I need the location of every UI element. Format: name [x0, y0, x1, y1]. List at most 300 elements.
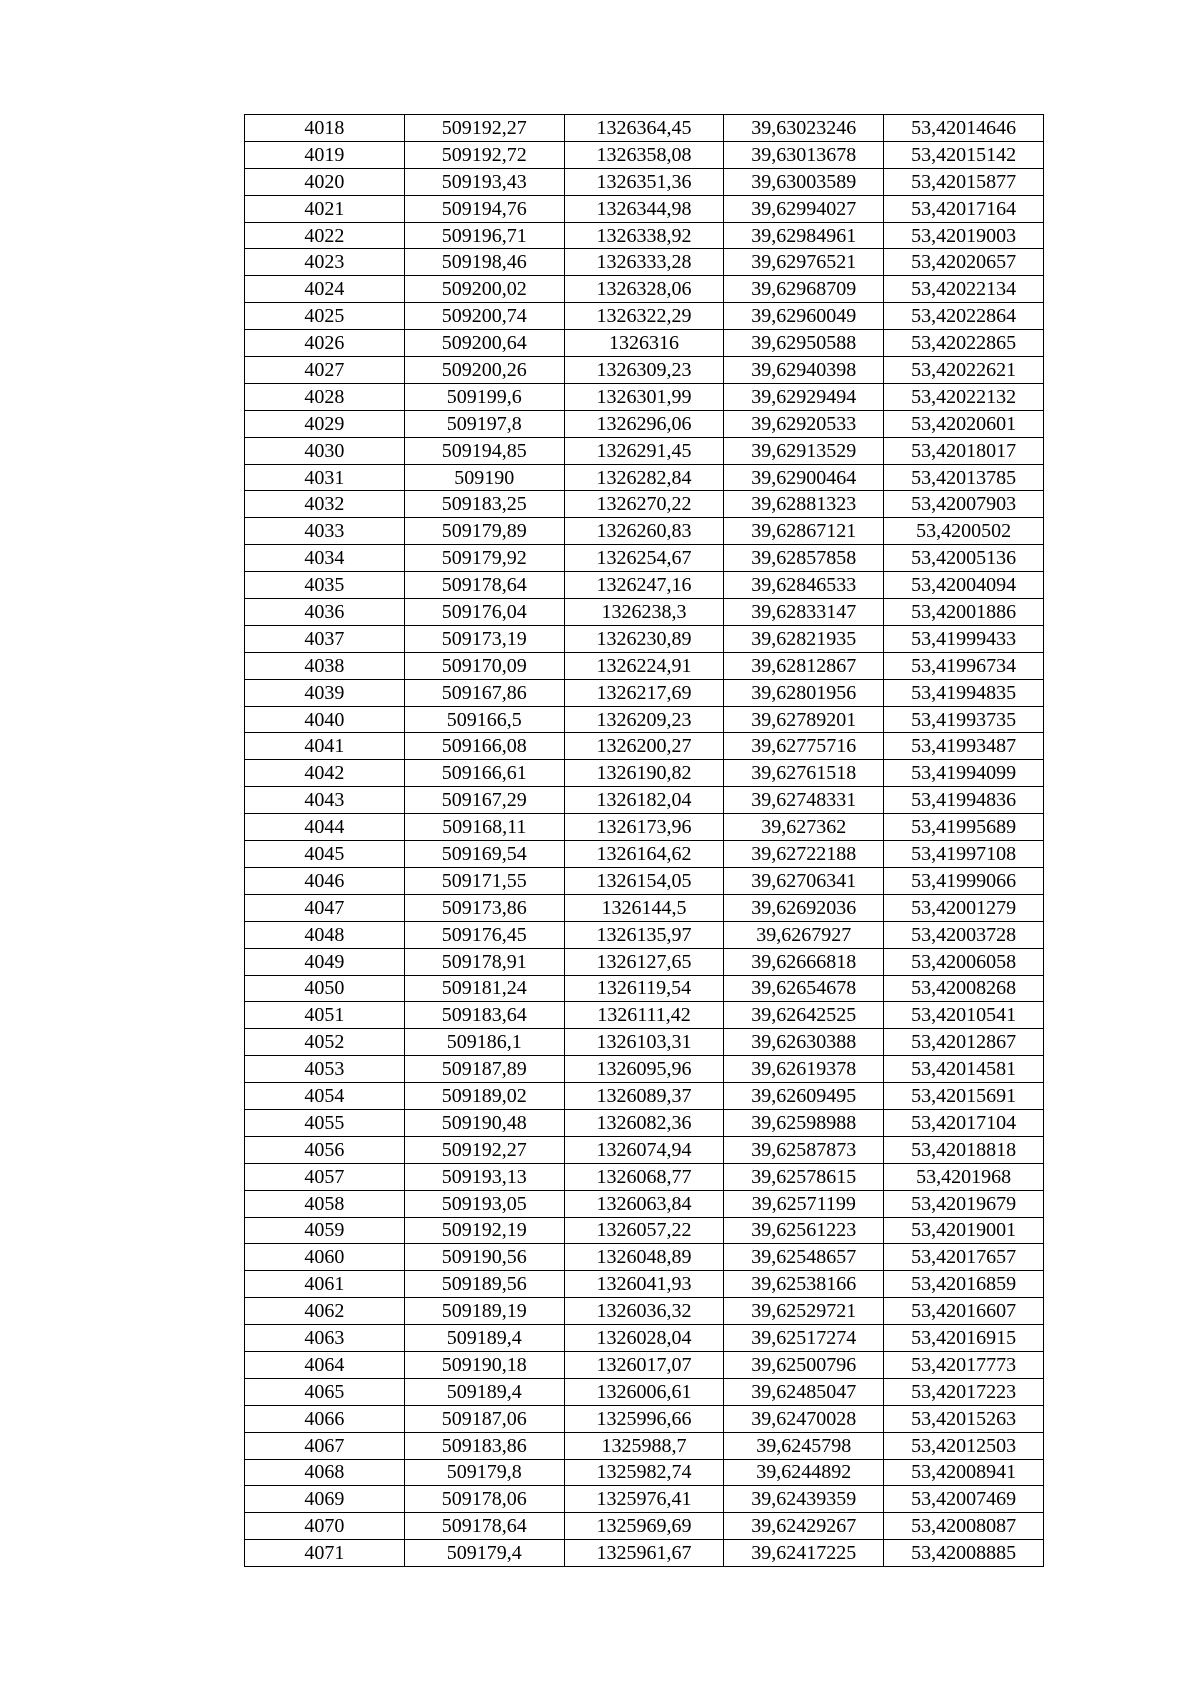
table-row	[245, 1432, 1044, 1459]
longitude-cell: 39,63013678	[724, 141, 884, 168]
longitude-cell: 39,62642525	[724, 1002, 884, 1029]
x-coordinate-cell: 509179,92	[404, 545, 564, 572]
x-coordinate-cell: 509186,1	[404, 1029, 564, 1056]
point-number-cell: 4061	[245, 1271, 405, 1298]
y-coordinate-cell: 1326209,23	[564, 706, 724, 733]
table-row	[245, 599, 1044, 626]
latitude-cell: 53,42004094	[884, 572, 1044, 599]
y-coordinate-cell: 1326296,06	[564, 410, 724, 437]
table-row	[245, 410, 1044, 437]
y-coordinate-cell: 1326260,83	[564, 518, 724, 545]
point-number-cell: 4063	[245, 1325, 405, 1352]
x-coordinate-cell: 509179,8	[404, 1459, 564, 1486]
x-coordinate-cell: 509176,45	[404, 921, 564, 948]
x-coordinate-cell: 509166,61	[404, 760, 564, 787]
x-coordinate-cell: 509187,89	[404, 1056, 564, 1083]
y-coordinate-cell: 1326127,65	[564, 948, 724, 975]
x-coordinate-cell: 509194,76	[404, 195, 564, 222]
table-row	[245, 383, 1044, 410]
table-row	[245, 491, 1044, 518]
point-number-cell: 4046	[245, 867, 405, 894]
longitude-cell: 39,62976521	[724, 249, 884, 276]
point-number-cell: 4018	[245, 115, 405, 142]
x-coordinate-cell: 509166,08	[404, 733, 564, 760]
longitude-cell: 39,62950588	[724, 330, 884, 357]
table-row	[245, 1513, 1044, 1540]
longitude-cell: 39,62857858	[724, 545, 884, 572]
latitude-cell: 53,41995689	[884, 814, 1044, 841]
longitude-cell: 39,62417225	[724, 1540, 884, 1567]
latitude-cell: 53,41994836	[884, 787, 1044, 814]
x-coordinate-cell: 509197,8	[404, 410, 564, 437]
longitude-cell: 39,62968709	[724, 276, 884, 303]
point-number-cell: 4064	[245, 1351, 405, 1378]
x-coordinate-cell: 509167,29	[404, 787, 564, 814]
latitude-cell: 53,41997108	[884, 841, 1044, 868]
point-number-cell: 4058	[245, 1190, 405, 1217]
latitude-cell: 53,42017773	[884, 1351, 1044, 1378]
table-row	[245, 787, 1044, 814]
longitude-cell: 39,62867121	[724, 518, 884, 545]
latitude-cell: 53,42017164	[884, 195, 1044, 222]
latitude-cell: 53,42017223	[884, 1378, 1044, 1405]
longitude-cell: 39,62654678	[724, 975, 884, 1002]
x-coordinate-cell: 509193,43	[404, 168, 564, 195]
y-coordinate-cell: 1326224,91	[564, 652, 724, 679]
point-number-cell: 4045	[245, 841, 405, 868]
y-coordinate-cell: 1326036,32	[564, 1298, 724, 1325]
y-coordinate-cell: 1326041,93	[564, 1271, 724, 1298]
table-row	[245, 679, 1044, 706]
latitude-cell: 53,42001279	[884, 894, 1044, 921]
y-coordinate-cell: 1326291,45	[564, 437, 724, 464]
y-coordinate-cell: 1325969,69	[564, 1513, 724, 1540]
longitude-cell: 39,62994027	[724, 195, 884, 222]
table-row	[245, 545, 1044, 572]
y-coordinate-cell: 1326082,36	[564, 1109, 724, 1136]
latitude-cell: 53,42007469	[884, 1486, 1044, 1513]
y-coordinate-cell: 1326111,42	[564, 1002, 724, 1029]
y-coordinate-cell: 1326119,54	[564, 975, 724, 1002]
table-row	[245, 1109, 1044, 1136]
point-number-cell: 4048	[245, 921, 405, 948]
point-number-cell: 4049	[245, 948, 405, 975]
longitude-cell: 39,62881323	[724, 491, 884, 518]
y-coordinate-cell: 1326322,29	[564, 303, 724, 330]
point-number-cell: 4055	[245, 1109, 405, 1136]
point-number-cell: 4034	[245, 545, 405, 572]
table-row	[245, 1351, 1044, 1378]
latitude-cell: 53,42017657	[884, 1244, 1044, 1271]
point-number-cell: 4043	[245, 787, 405, 814]
latitude-cell: 53,42018017	[884, 437, 1044, 464]
point-number-cell: 4059	[245, 1217, 405, 1244]
table-row	[245, 867, 1044, 894]
latitude-cell: 53,41999433	[884, 625, 1044, 652]
longitude-cell: 39,62920533	[724, 410, 884, 437]
y-coordinate-cell: 1326333,28	[564, 249, 724, 276]
longitude-cell: 39,62984961	[724, 222, 884, 249]
table-row	[245, 1325, 1044, 1352]
point-number-cell: 4027	[245, 357, 405, 384]
longitude-cell: 39,62692036	[724, 894, 884, 921]
table-row	[245, 1405, 1044, 1432]
longitude-cell: 39,62470028	[724, 1405, 884, 1432]
x-coordinate-cell: 509178,64	[404, 572, 564, 599]
latitude-cell: 53,42008941	[884, 1459, 1044, 1486]
x-coordinate-cell: 509192,72	[404, 141, 564, 168]
point-number-cell: 4033	[245, 518, 405, 545]
point-number-cell: 4036	[245, 599, 405, 626]
x-coordinate-cell: 509193,05	[404, 1190, 564, 1217]
longitude-cell: 39,62960049	[724, 303, 884, 330]
y-coordinate-cell: 1326173,96	[564, 814, 724, 841]
latitude-cell: 53,42015877	[884, 168, 1044, 195]
y-coordinate-cell: 1326351,36	[564, 168, 724, 195]
latitude-cell: 53,42008885	[884, 1540, 1044, 1567]
latitude-cell: 53,41994835	[884, 679, 1044, 706]
table-row	[245, 760, 1044, 787]
point-number-cell: 4035	[245, 572, 405, 599]
longitude-cell: 39,62775716	[724, 733, 884, 760]
point-number-cell: 4060	[245, 1244, 405, 1271]
longitude-cell: 39,62517274	[724, 1325, 884, 1352]
latitude-cell: 53,42013785	[884, 464, 1044, 491]
table-row	[245, 115, 1044, 142]
longitude-cell: 39,62666818	[724, 948, 884, 975]
latitude-cell: 53,42019679	[884, 1190, 1044, 1217]
table-row	[245, 1271, 1044, 1298]
point-number-cell: 4026	[245, 330, 405, 357]
x-coordinate-cell: 509189,4	[404, 1378, 564, 1405]
x-coordinate-cell: 509166,5	[404, 706, 564, 733]
y-coordinate-cell: 1326316	[564, 330, 724, 357]
x-coordinate-cell: 509190,56	[404, 1244, 564, 1271]
table-row	[245, 1002, 1044, 1029]
coordinates-table-body	[245, 115, 1044, 1567]
table-row	[245, 706, 1044, 733]
latitude-cell: 53,42003728	[884, 921, 1044, 948]
longitude-cell: 39,62630388	[724, 1029, 884, 1056]
latitude-cell: 53,42020601	[884, 410, 1044, 437]
longitude-cell: 39,62706341	[724, 867, 884, 894]
latitude-cell: 53,42015142	[884, 141, 1044, 168]
y-coordinate-cell: 1325988,7	[564, 1432, 724, 1459]
y-coordinate-cell: 1326301,99	[564, 383, 724, 410]
longitude-cell: 39,6245798	[724, 1432, 884, 1459]
point-number-cell: 4038	[245, 652, 405, 679]
x-coordinate-cell: 509189,19	[404, 1298, 564, 1325]
y-coordinate-cell: 1325996,66	[564, 1405, 724, 1432]
latitude-cell: 53,42008087	[884, 1513, 1044, 1540]
y-coordinate-cell: 1326095,96	[564, 1056, 724, 1083]
point-number-cell: 4054	[245, 1083, 405, 1110]
point-number-cell: 4044	[245, 814, 405, 841]
latitude-cell: 53,42012867	[884, 1029, 1044, 1056]
latitude-cell: 53,42014646	[884, 115, 1044, 142]
point-number-cell: 4020	[245, 168, 405, 195]
latitude-cell: 53,42022134	[884, 276, 1044, 303]
latitude-cell: 53,4200502	[884, 518, 1044, 545]
x-coordinate-cell: 509169,54	[404, 841, 564, 868]
table-row	[245, 1056, 1044, 1083]
latitude-cell: 53,42008268	[884, 975, 1044, 1002]
table-row	[245, 141, 1044, 168]
x-coordinate-cell: 509200,64	[404, 330, 564, 357]
x-coordinate-cell: 509178,91	[404, 948, 564, 975]
table-row	[245, 195, 1044, 222]
x-coordinate-cell: 509183,25	[404, 491, 564, 518]
latitude-cell: 53,42014581	[884, 1056, 1044, 1083]
longitude-cell: 39,627362	[724, 814, 884, 841]
table-row	[245, 1163, 1044, 1190]
latitude-cell: 53,41993487	[884, 733, 1044, 760]
longitude-cell: 39,62722188	[724, 841, 884, 868]
x-coordinate-cell: 509198,46	[404, 249, 564, 276]
table-row	[245, 357, 1044, 384]
point-number-cell: 4031	[245, 464, 405, 491]
point-number-cell: 4068	[245, 1459, 405, 1486]
table-row	[245, 1244, 1044, 1271]
x-coordinate-cell: 509189,56	[404, 1271, 564, 1298]
latitude-cell: 53,4201968	[884, 1163, 1044, 1190]
latitude-cell: 53,42006058	[884, 948, 1044, 975]
longitude-cell: 39,62789201	[724, 706, 884, 733]
point-number-cell: 4024	[245, 276, 405, 303]
x-coordinate-cell: 509187,06	[404, 1405, 564, 1432]
longitude-cell: 39,62801956	[724, 679, 884, 706]
point-number-cell: 4069	[245, 1486, 405, 1513]
y-coordinate-cell: 1326135,97	[564, 921, 724, 948]
x-coordinate-cell: 509173,19	[404, 625, 564, 652]
x-coordinate-cell: 509170,09	[404, 652, 564, 679]
point-number-cell: 4028	[245, 383, 405, 410]
y-coordinate-cell: 1326103,31	[564, 1029, 724, 1056]
latitude-cell: 53,42019003	[884, 222, 1044, 249]
latitude-cell: 53,42019001	[884, 1217, 1044, 1244]
point-number-cell: 4022	[245, 222, 405, 249]
table-row	[245, 1298, 1044, 1325]
point-number-cell: 4023	[245, 249, 405, 276]
table-row	[245, 276, 1044, 303]
x-coordinate-cell: 509200,74	[404, 303, 564, 330]
latitude-cell: 53,42016915	[884, 1325, 1044, 1352]
point-number-cell: 4065	[245, 1378, 405, 1405]
y-coordinate-cell: 1326182,04	[564, 787, 724, 814]
table-row	[245, 1378, 1044, 1405]
point-number-cell: 4039	[245, 679, 405, 706]
y-coordinate-cell: 1326164,62	[564, 841, 724, 868]
latitude-cell: 53,42022132	[884, 383, 1044, 410]
y-coordinate-cell: 1326068,77	[564, 1163, 724, 1190]
y-coordinate-cell: 1325976,41	[564, 1486, 724, 1513]
x-coordinate-cell: 509178,64	[404, 1513, 564, 1540]
y-coordinate-cell: 1325982,74	[564, 1459, 724, 1486]
y-coordinate-cell: 1326238,3	[564, 599, 724, 626]
longitude-cell: 39,6244892	[724, 1459, 884, 1486]
latitude-cell: 53,42005136	[884, 545, 1044, 572]
table-row	[245, 1540, 1044, 1567]
y-coordinate-cell: 1326154,05	[564, 867, 724, 894]
y-coordinate-cell: 1326338,92	[564, 222, 724, 249]
x-coordinate-cell: 509192,27	[404, 115, 564, 142]
latitude-cell: 53,42015263	[884, 1405, 1044, 1432]
y-coordinate-cell: 1326074,94	[564, 1136, 724, 1163]
point-number-cell: 4040	[245, 706, 405, 733]
point-number-cell: 4057	[245, 1163, 405, 1190]
y-coordinate-cell: 1326063,84	[564, 1190, 724, 1217]
latitude-cell: 53,41993735	[884, 706, 1044, 733]
table-row	[245, 1190, 1044, 1217]
table-row	[245, 733, 1044, 760]
y-coordinate-cell: 1326344,98	[564, 195, 724, 222]
point-number-cell: 4041	[245, 733, 405, 760]
latitude-cell: 53,42016607	[884, 1298, 1044, 1325]
longitude-cell: 39,62900464	[724, 464, 884, 491]
longitude-cell: 39,62578615	[724, 1163, 884, 1190]
table-row	[245, 1459, 1044, 1486]
y-coordinate-cell: 1326230,89	[564, 625, 724, 652]
x-coordinate-cell: 509179,4	[404, 1540, 564, 1567]
longitude-cell: 39,62913529	[724, 437, 884, 464]
longitude-cell: 39,62587873	[724, 1136, 884, 1163]
latitude-cell: 53,42016859	[884, 1271, 1044, 1298]
longitude-cell: 39,62538166	[724, 1271, 884, 1298]
table-row	[245, 975, 1044, 1002]
longitude-cell: 39,62529721	[724, 1298, 884, 1325]
y-coordinate-cell: 1326270,22	[564, 491, 724, 518]
x-coordinate-cell: 509200,02	[404, 276, 564, 303]
longitude-cell: 39,63023246	[724, 115, 884, 142]
x-coordinate-cell: 509199,6	[404, 383, 564, 410]
point-number-cell: 4053	[245, 1056, 405, 1083]
x-coordinate-cell: 509168,11	[404, 814, 564, 841]
x-coordinate-cell: 509193,13	[404, 1163, 564, 1190]
longitude-cell: 39,62846533	[724, 572, 884, 599]
latitude-cell: 53,42015691	[884, 1083, 1044, 1110]
latitude-cell: 53,42001886	[884, 599, 1044, 626]
table-row	[245, 841, 1044, 868]
y-coordinate-cell: 1326364,45	[564, 115, 724, 142]
point-number-cell: 4066	[245, 1405, 405, 1432]
y-coordinate-cell: 1326190,82	[564, 760, 724, 787]
table-row	[245, 814, 1044, 841]
longitude-cell: 39,62761518	[724, 760, 884, 787]
x-coordinate-cell: 509173,86	[404, 894, 564, 921]
longitude-cell: 39,62748331	[724, 787, 884, 814]
coordinates-table	[244, 114, 1044, 1567]
latitude-cell: 53,41999066	[884, 867, 1044, 894]
x-coordinate-cell: 509183,64	[404, 1002, 564, 1029]
x-coordinate-cell: 509189,4	[404, 1325, 564, 1352]
latitude-cell: 53,42022621	[884, 357, 1044, 384]
point-number-cell: 4032	[245, 491, 405, 518]
longitude-cell: 39,62812867	[724, 652, 884, 679]
y-coordinate-cell: 1326089,37	[564, 1083, 724, 1110]
table-row	[245, 652, 1044, 679]
point-number-cell: 4067	[245, 1432, 405, 1459]
table-row	[245, 464, 1044, 491]
latitude-cell: 53,41996734	[884, 652, 1044, 679]
longitude-cell: 39,63003589	[724, 168, 884, 195]
point-number-cell: 4051	[245, 1002, 405, 1029]
longitude-cell: 39,62833147	[724, 599, 884, 626]
point-number-cell: 4062	[245, 1298, 405, 1325]
point-number-cell: 4056	[245, 1136, 405, 1163]
table-row	[245, 1486, 1044, 1513]
point-number-cell: 4052	[245, 1029, 405, 1056]
longitude-cell: 39,62571199	[724, 1190, 884, 1217]
latitude-cell: 53,42022864	[884, 303, 1044, 330]
x-coordinate-cell: 509190,18	[404, 1351, 564, 1378]
x-coordinate-cell: 509167,86	[404, 679, 564, 706]
point-number-cell: 4047	[245, 894, 405, 921]
longitude-cell: 39,62940398	[724, 357, 884, 384]
point-number-cell: 4021	[245, 195, 405, 222]
point-number-cell: 4070	[245, 1513, 405, 1540]
table-row	[245, 1136, 1044, 1163]
y-coordinate-cell: 1326282,84	[564, 464, 724, 491]
latitude-cell: 53,42012503	[884, 1432, 1044, 1459]
table-row	[245, 894, 1044, 921]
longitude-cell: 39,6267927	[724, 921, 884, 948]
table-row	[245, 572, 1044, 599]
x-coordinate-cell: 509200,26	[404, 357, 564, 384]
y-coordinate-cell: 1326048,89	[564, 1244, 724, 1271]
longitude-cell: 39,62598988	[724, 1109, 884, 1136]
x-coordinate-cell: 509192,19	[404, 1217, 564, 1244]
point-number-cell: 4029	[245, 410, 405, 437]
y-coordinate-cell: 1326200,27	[564, 733, 724, 760]
table-row	[245, 437, 1044, 464]
longitude-cell: 39,62439359	[724, 1486, 884, 1513]
latitude-cell: 53,42010541	[884, 1002, 1044, 1029]
y-coordinate-cell: 1326309,23	[564, 357, 724, 384]
latitude-cell: 53,42018818	[884, 1136, 1044, 1163]
latitude-cell: 53,42020657	[884, 249, 1044, 276]
x-coordinate-cell: 509171,55	[404, 867, 564, 894]
longitude-cell: 39,62821935	[724, 625, 884, 652]
x-coordinate-cell: 509196,71	[404, 222, 564, 249]
point-number-cell: 4037	[245, 625, 405, 652]
table-row	[245, 518, 1044, 545]
x-coordinate-cell: 509194,85	[404, 437, 564, 464]
point-number-cell: 4050	[245, 975, 405, 1002]
x-coordinate-cell: 509192,27	[404, 1136, 564, 1163]
y-coordinate-cell: 1326217,69	[564, 679, 724, 706]
latitude-cell: 53,42007903	[884, 491, 1044, 518]
table-row	[245, 1217, 1044, 1244]
point-number-cell: 4030	[245, 437, 405, 464]
x-coordinate-cell: 509178,06	[404, 1486, 564, 1513]
table-row	[245, 921, 1044, 948]
latitude-cell: 53,41994099	[884, 760, 1044, 787]
table-row	[245, 1083, 1044, 1110]
longitude-cell: 39,62429267	[724, 1513, 884, 1540]
y-coordinate-cell: 1326006,61	[564, 1378, 724, 1405]
latitude-cell: 53,42022865	[884, 330, 1044, 357]
table-row	[245, 249, 1044, 276]
y-coordinate-cell: 1326057,22	[564, 1217, 724, 1244]
y-coordinate-cell: 1326028,04	[564, 1325, 724, 1352]
x-coordinate-cell: 509179,89	[404, 518, 564, 545]
y-coordinate-cell: 1326328,06	[564, 276, 724, 303]
longitude-cell: 39,62619378	[724, 1056, 884, 1083]
table-row	[245, 948, 1044, 975]
y-coordinate-cell: 1326254,67	[564, 545, 724, 572]
longitude-cell: 39,62561223	[724, 1217, 884, 1244]
point-number-cell: 4071	[245, 1540, 405, 1567]
